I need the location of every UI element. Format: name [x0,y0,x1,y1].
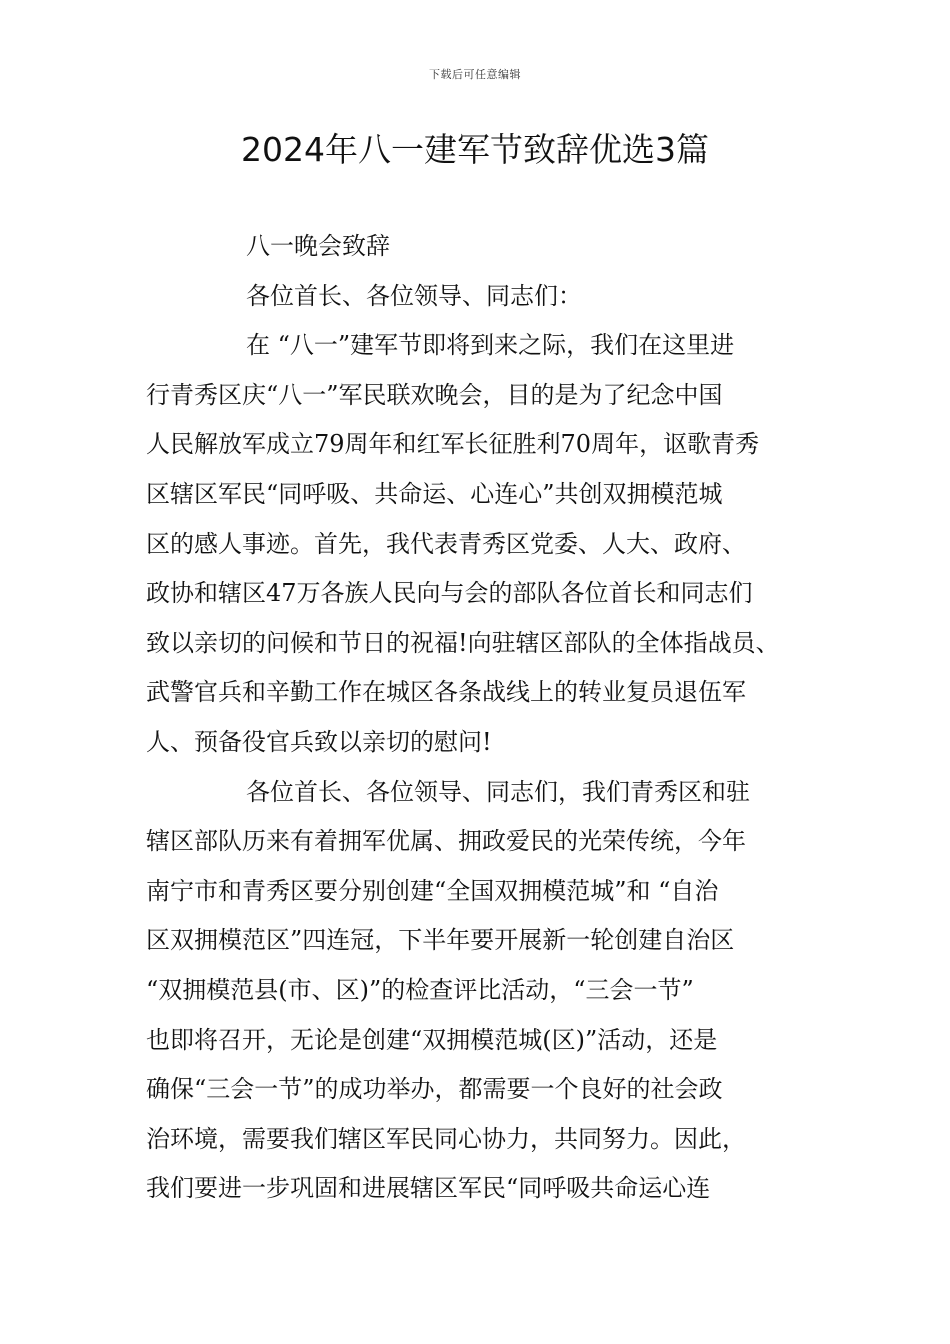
paragraph-line: 行青秀区庆“八一”军民联欢晚会，目的是为了纪念中国 [146,380,723,409]
paragraph-line: 我们要进一步巩固和进展辖区军民“同呼吸共命运心连 [146,1174,711,1203]
paragraph-line: 也即将召开，无论是创建“双拥模范城(区)”活动，还是 [146,1025,718,1054]
salutation-line: 各位首长、各位领导、同志们： [246,281,582,310]
paragraph-line: 人民解放军成立79周年和红军长征胜利70周年，讴歌青秀 [146,430,760,459]
paragraph-line: 确保“三会一节”的成功举办，都需要一个良好的社会政 [146,1075,723,1104]
paragraph-line: 致以亲切的问候和节日的祝福!向驻辖区部队的全体指战员、 [146,628,780,657]
paragraph-line: 南宁市和青秀区要分别创建“全国双拥模范城”和 “自治 [146,876,719,905]
paragraph-line: 人、预备役官兵致以亲切的慰问! [146,727,492,756]
paragraph-line: 区的感人事迹。首先，我代表青秀区党委、人大、政府、 [146,529,746,558]
paragraph-line: 区双拥模范区”四连冠，下半年要开展新一轮创建自治区 [146,926,735,955]
paragraph-line: 武警官兵和辛勤工作在城区各条战线上的转业复员退伍军 [146,678,746,707]
section-heading: 八一晚会致辞 [246,232,390,260]
paragraph-line: 政协和辖区47万各族人民向与会的部队各位首长和同志们 [146,579,753,608]
paragraph-line: “双拥模范县(市、区)”的检查评比活动，“三会一节” [146,975,694,1004]
paragraph-line: 各位首长、各位领导、同志们，我们青秀区和驻 [246,777,750,806]
paragraph-line: 辖区部队历来有着拥军优属、拥政爱民的光荣传统，今年 [146,827,746,856]
paragraph-line: 在 “八一”建军节即将到来之际，我们在这里进 [246,331,735,360]
document-body [146,222,818,1214]
page-header-note: 下载后可任意编辑 [429,68,521,81]
document-title: 2024年八一建军节致辞优选3篇 [241,130,709,169]
paragraph-line: 区辖区军民“同呼吸、共命运、心连心”共创双拥模范城 [146,479,723,508]
paragraph-line: 治环境，需要我们辖区军民同心协力，共同努力。因此， [146,1124,746,1153]
